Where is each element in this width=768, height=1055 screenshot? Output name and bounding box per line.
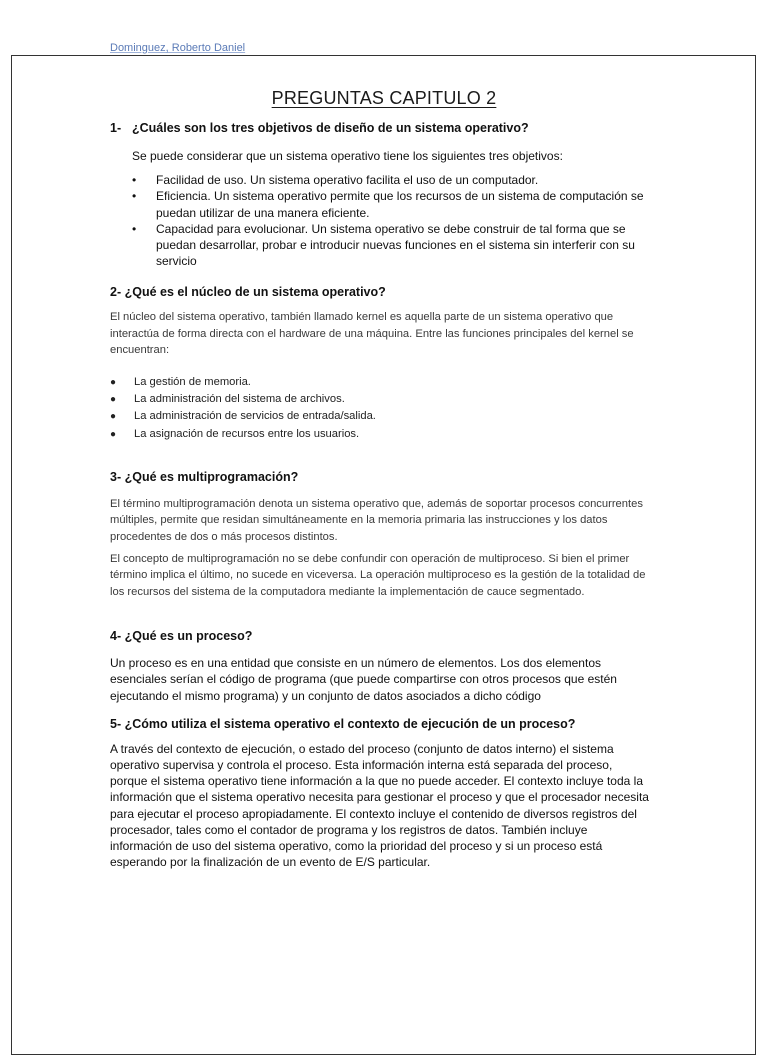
question-4: 4- ¿Qué es un proceso?	[110, 629, 253, 644]
list-item	[110, 221, 650, 270]
answer-1-intro: Se puede considerar que un sistema operativo tiene los siguientes tres objetivos:	[132, 149, 563, 163]
bullet-icon: ●	[110, 393, 117, 405]
page-title-text: PREGUNTAS CAPITULO 2	[271, 88, 497, 108]
question-5: 5- ¿Cómo utiliza el sistema operativo el contexto de ejecución de un proceso?	[110, 716, 576, 731]
bullet-icon: ●	[110, 428, 117, 440]
list-item-text: La administración del sistema de archivos.	[134, 392, 345, 405]
list-item-text: La asignación de recursos entre los usuarios.	[134, 427, 360, 440]
answer-2-text: El núcleo del sistema operativo, también llamado kernel es aquella parte de un sistema operativo que interactúa de forma directa con el hardware de una máquina. Entre las funciones principales del kernel se encuentran:	[110, 311, 634, 357]
question-1-text: ¿Cuáles son los tres objetivos de diseño de un sistema operativo?	[132, 121, 529, 135]
author-header: Dominguez, Roberto Daniel	[110, 42, 246, 54]
document-body	[110, 118, 650, 871]
question-2: 2- ¿Qué es el núcleo de un sistema operativo?	[110, 285, 386, 300]
bullet-icon: ●	[110, 411, 117, 423]
answer-1-list	[110, 172, 650, 269]
list-item	[110, 426, 650, 443]
question-1	[110, 120, 650, 136]
list-item-text: La gestión de memoria.	[134, 375, 251, 388]
question-1-number: 1-	[110, 121, 122, 135]
list-item-text: La administración de servicios de entrada/salida.	[134, 410, 376, 423]
list-item-text: Eficiencia. Un sistema operativo permite que los recursos de un sistema de computación se puedan utilizar de una manera eficiente.	[156, 189, 644, 220]
list-item-text: Facilidad de uso. Un sistema operativo facilita el uso de un computador.	[156, 173, 539, 188]
bullet-icon: •	[132, 189, 137, 204]
list-item	[110, 374, 650, 391]
answer-3-paragraph-1: El término multiprogramación denota un sistema operativo que, además de soportar procesos concurrentes múltiples, permite que residan simultáneamente en la memoria primaria las instrucciones y los datos procedentes de dos o más procesos distintos.	[110, 497, 643, 543]
answer-5-text: A través del contexto de ejecución, o estado del proceso (conjunto de datos interno) el sistema operativo supervisa y controla el proceso. Esta información interna está separada del proceso, porque el sistema operativo tiene información a la que no puede acceder. El contexto incluye toda la información que el sistema operativo necesita para gestionar el proceso y que el procesador necesita para ejecutar el proceso apropiadamente. El contexto incluye el contenido de diversos registros del procesador, tales como el contador de programa y los registros de datos. También incluye información de uso del sistema operativo, como la prioridad del proceso y si un proceso está esperando por la finalización de un evento de E/S particular.	[110, 741, 649, 870]
bullet-icon: •	[132, 173, 137, 188]
answer-3-paragraph-2: El concepto de multiprogramación no se debe confundir con operación de multiproceso. Si bien el primer término implica el último, no sucede en viceversa. La operación multiproceso es la gestión de la totalidad de los recursos del sistema de la computadora mediante la implementación de cauce segmentado.	[110, 553, 646, 598]
bullet-icon: ●	[110, 376, 117, 388]
answer-4-text: Un proceso es en una entidad que consiste en un número de elementos. Los dos elementos esenciales serían el código de programa (que puede compartirse con otros procesos que estén ejecutando el mismo programa) y un conjunto de datos asociados a dicho código	[110, 656, 617, 703]
list-item	[110, 188, 650, 220]
list-item	[110, 408, 650, 425]
answer-2-list	[110, 374, 650, 443]
question-3: 3- ¿Qué es multiprogramación?	[110, 469, 299, 484]
page-title	[0, 88, 768, 109]
bullet-icon: •	[132, 221, 137, 236]
list-item-text: Capacidad para evolucionar. Un sistema operativo se debe construir de tal forma que se puedan desarrollar, probar e introducir nuevas funciones en el sistema sin interferir con su servicio	[156, 221, 635, 269]
list-item	[110, 172, 650, 188]
list-item	[110, 391, 650, 408]
